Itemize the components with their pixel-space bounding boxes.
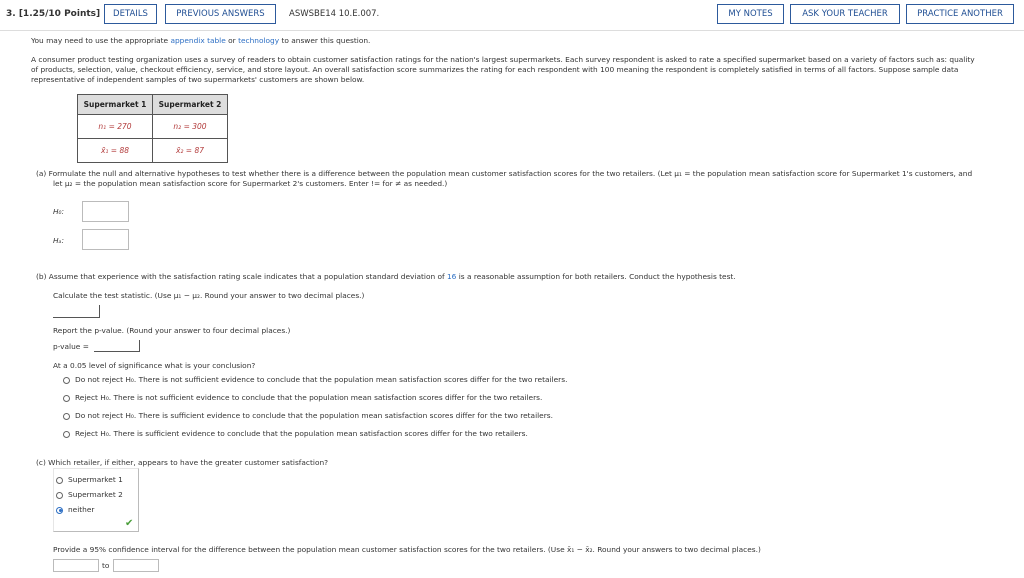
- x1-cell: x̄₁ = 88: [78, 139, 153, 163]
- table-header-supermarket-2: Supermarket 2: [153, 95, 228, 115]
- intro-mid: or: [225, 36, 239, 45]
- retailer-option-supermarket-1[interactable]: [56, 475, 123, 484]
- radio-icon[interactable]: [63, 395, 70, 402]
- radio-icon[interactable]: [56, 492, 63, 499]
- ci-upper-input[interactable]: [113, 559, 159, 572]
- retailer-option-3-label: neither: [68, 505, 95, 514]
- part-a-line-2: let μ₂ = the population mean satisfaction score for Supermarket 2's customers. Enter != for ≠ as needed.): [53, 179, 448, 188]
- sample-data-table: [77, 94, 228, 163]
- intro-post: to answer this question.: [279, 36, 371, 45]
- paragraph-line-1: A consumer product testing organization uses a survey of readers to obtain customer satisfaction ratings for the nation's largest supermarkets. Each survey respondent is asked to rate a specified supermarket based on a variety of factors such as: quality: [31, 55, 975, 64]
- problem-paragraph: [31, 55, 1011, 85]
- conclusion-option-2-label: Reject H₀. There is not sufficient evidence to conclude that the population mean satisfaction scores differ for the two retailers.: [75, 393, 543, 402]
- intro-pre: You may need to use the appropriate: [31, 36, 171, 45]
- correct-check-icon: ✔: [125, 518, 134, 529]
- part-b-prompt: [36, 272, 736, 282]
- x2-cell: x̄₂ = 87: [153, 139, 228, 163]
- part-a-prompt: [36, 169, 1016, 189]
- conclusion-option-3-label: Do not reject H₀. There is sufficient evidence to conclude that the population mean satisfaction scores differ for the two retailers.: [75, 411, 553, 420]
- conclusion-option-1[interactable]: [63, 375, 567, 384]
- conclusion-question: At a 0.05 level of significance what is your conclusion?: [53, 361, 256, 370]
- retailer-option-supermarket-2[interactable]: [56, 490, 123, 499]
- previous-answers-button[interactable]: PREVIOUS ANSWERS: [165, 4, 276, 24]
- retailer-option-1-label: Supermarket 1: [68, 475, 123, 484]
- conclusion-option-2[interactable]: [63, 393, 542, 402]
- ci-to-label: to: [102, 561, 110, 570]
- problem-code: ASWSBE14 10.E.007.: [289, 9, 380, 19]
- intro-text: [31, 36, 370, 46]
- radio-selected-icon[interactable]: [56, 507, 63, 514]
- conclusion-option-1-label: Do not reject H₀. There is not sufficient evidence to conclude that the population mean satisfaction scores differ for the two retailers.: [75, 375, 568, 384]
- appendix-table-link[interactable]: appendix table: [170, 36, 226, 45]
- paragraph-line-3: representative of independent samples of two supermarkets' customers are shown below.: [31, 75, 365, 84]
- ci-lower-input[interactable]: [53, 559, 99, 572]
- test-statistic-input[interactable]: [53, 305, 100, 318]
- conclusion-option-4[interactable]: [63, 429, 528, 438]
- n1-cell: n₁ = 270: [78, 115, 153, 139]
- h0-input[interactable]: [82, 201, 129, 222]
- radio-icon[interactable]: [56, 477, 63, 484]
- test-statistic-prompt: Calculate the test statistic. (Use μ₁ − μ₂. Round your answer to two decimal places.): [53, 291, 365, 300]
- population-sd-value: 16: [446, 272, 457, 281]
- my-notes-button[interactable]: MY NOTES: [717, 4, 784, 24]
- conclusion-option-4-label: Reject H₀. There is sufficient evidence to conclude that the population mean satisfaction scores differ for the two retailers.: [75, 429, 528, 438]
- radio-icon[interactable]: [63, 431, 70, 438]
- part-c-prompt: (c) Which retailer, if either, appears to have the greater customer satisfaction?: [36, 458, 329, 467]
- h0-label: H₀:: [53, 207, 65, 216]
- paragraph-line-2: of products, selection, value, checkout efficiency, service, and store layout. An overall satisfaction score summarizes the rating for each respondent with 100 meaning the respondent is completely satisfied in terms of all factors. Suppose sample data: [31, 65, 959, 74]
- conclusion-option-3[interactable]: [63, 411, 553, 420]
- part-b-post: is a reasonable assumption for both retailers. Conduct the hypothesis test.: [456, 272, 736, 281]
- retailer-option-2-label: Supermarket 2: [68, 490, 123, 499]
- confidence-interval-prompt: Provide a 95% confidence interval for the difference between the population mean customer satisfaction scores for the two retailers. (Use x̄₁ − x̄₂. Round your answers to two decimal places.): [53, 545, 761, 554]
- part-b-pre: (b) Assume that experience with the satisfaction rating scale indicates that a population standard deviation of: [36, 272, 447, 281]
- part-a-line-1: (a) Formulate the null and alternative hypotheses to test whether there is a difference between the population mean customer satisfaction scores for the two retailers. (Let μ₁ = the population mean satisfaction score for Supermarket 1's customers, and: [36, 169, 973, 178]
- technology-link[interactable]: technology: [238, 36, 280, 45]
- question-number: 3. [1.25/10 Points]: [6, 9, 101, 19]
- retailer-option-neither[interactable]: [56, 505, 94, 514]
- pvalue-label: p-value =: [53, 342, 89, 351]
- radio-icon[interactable]: [63, 377, 70, 384]
- practice-another-button[interactable]: PRACTICE ANOTHER: [906, 4, 1014, 24]
- ha-input[interactable]: [82, 229, 129, 250]
- details-button[interactable]: DETAILS: [104, 4, 157, 24]
- question-header: [0, 0, 1024, 31]
- n2-cell: n₂ = 300: [153, 115, 228, 139]
- ask-teacher-button[interactable]: ASK YOUR TEACHER: [790, 4, 900, 24]
- pvalue-prompt: Report the p-value. (Round your answer to four decimal places.): [53, 326, 291, 335]
- radio-icon[interactable]: [63, 413, 70, 420]
- ha-label: Hₐ:: [53, 236, 64, 245]
- table-header-supermarket-1: Supermarket 1: [78, 95, 153, 115]
- pvalue-input[interactable]: [94, 340, 140, 352]
